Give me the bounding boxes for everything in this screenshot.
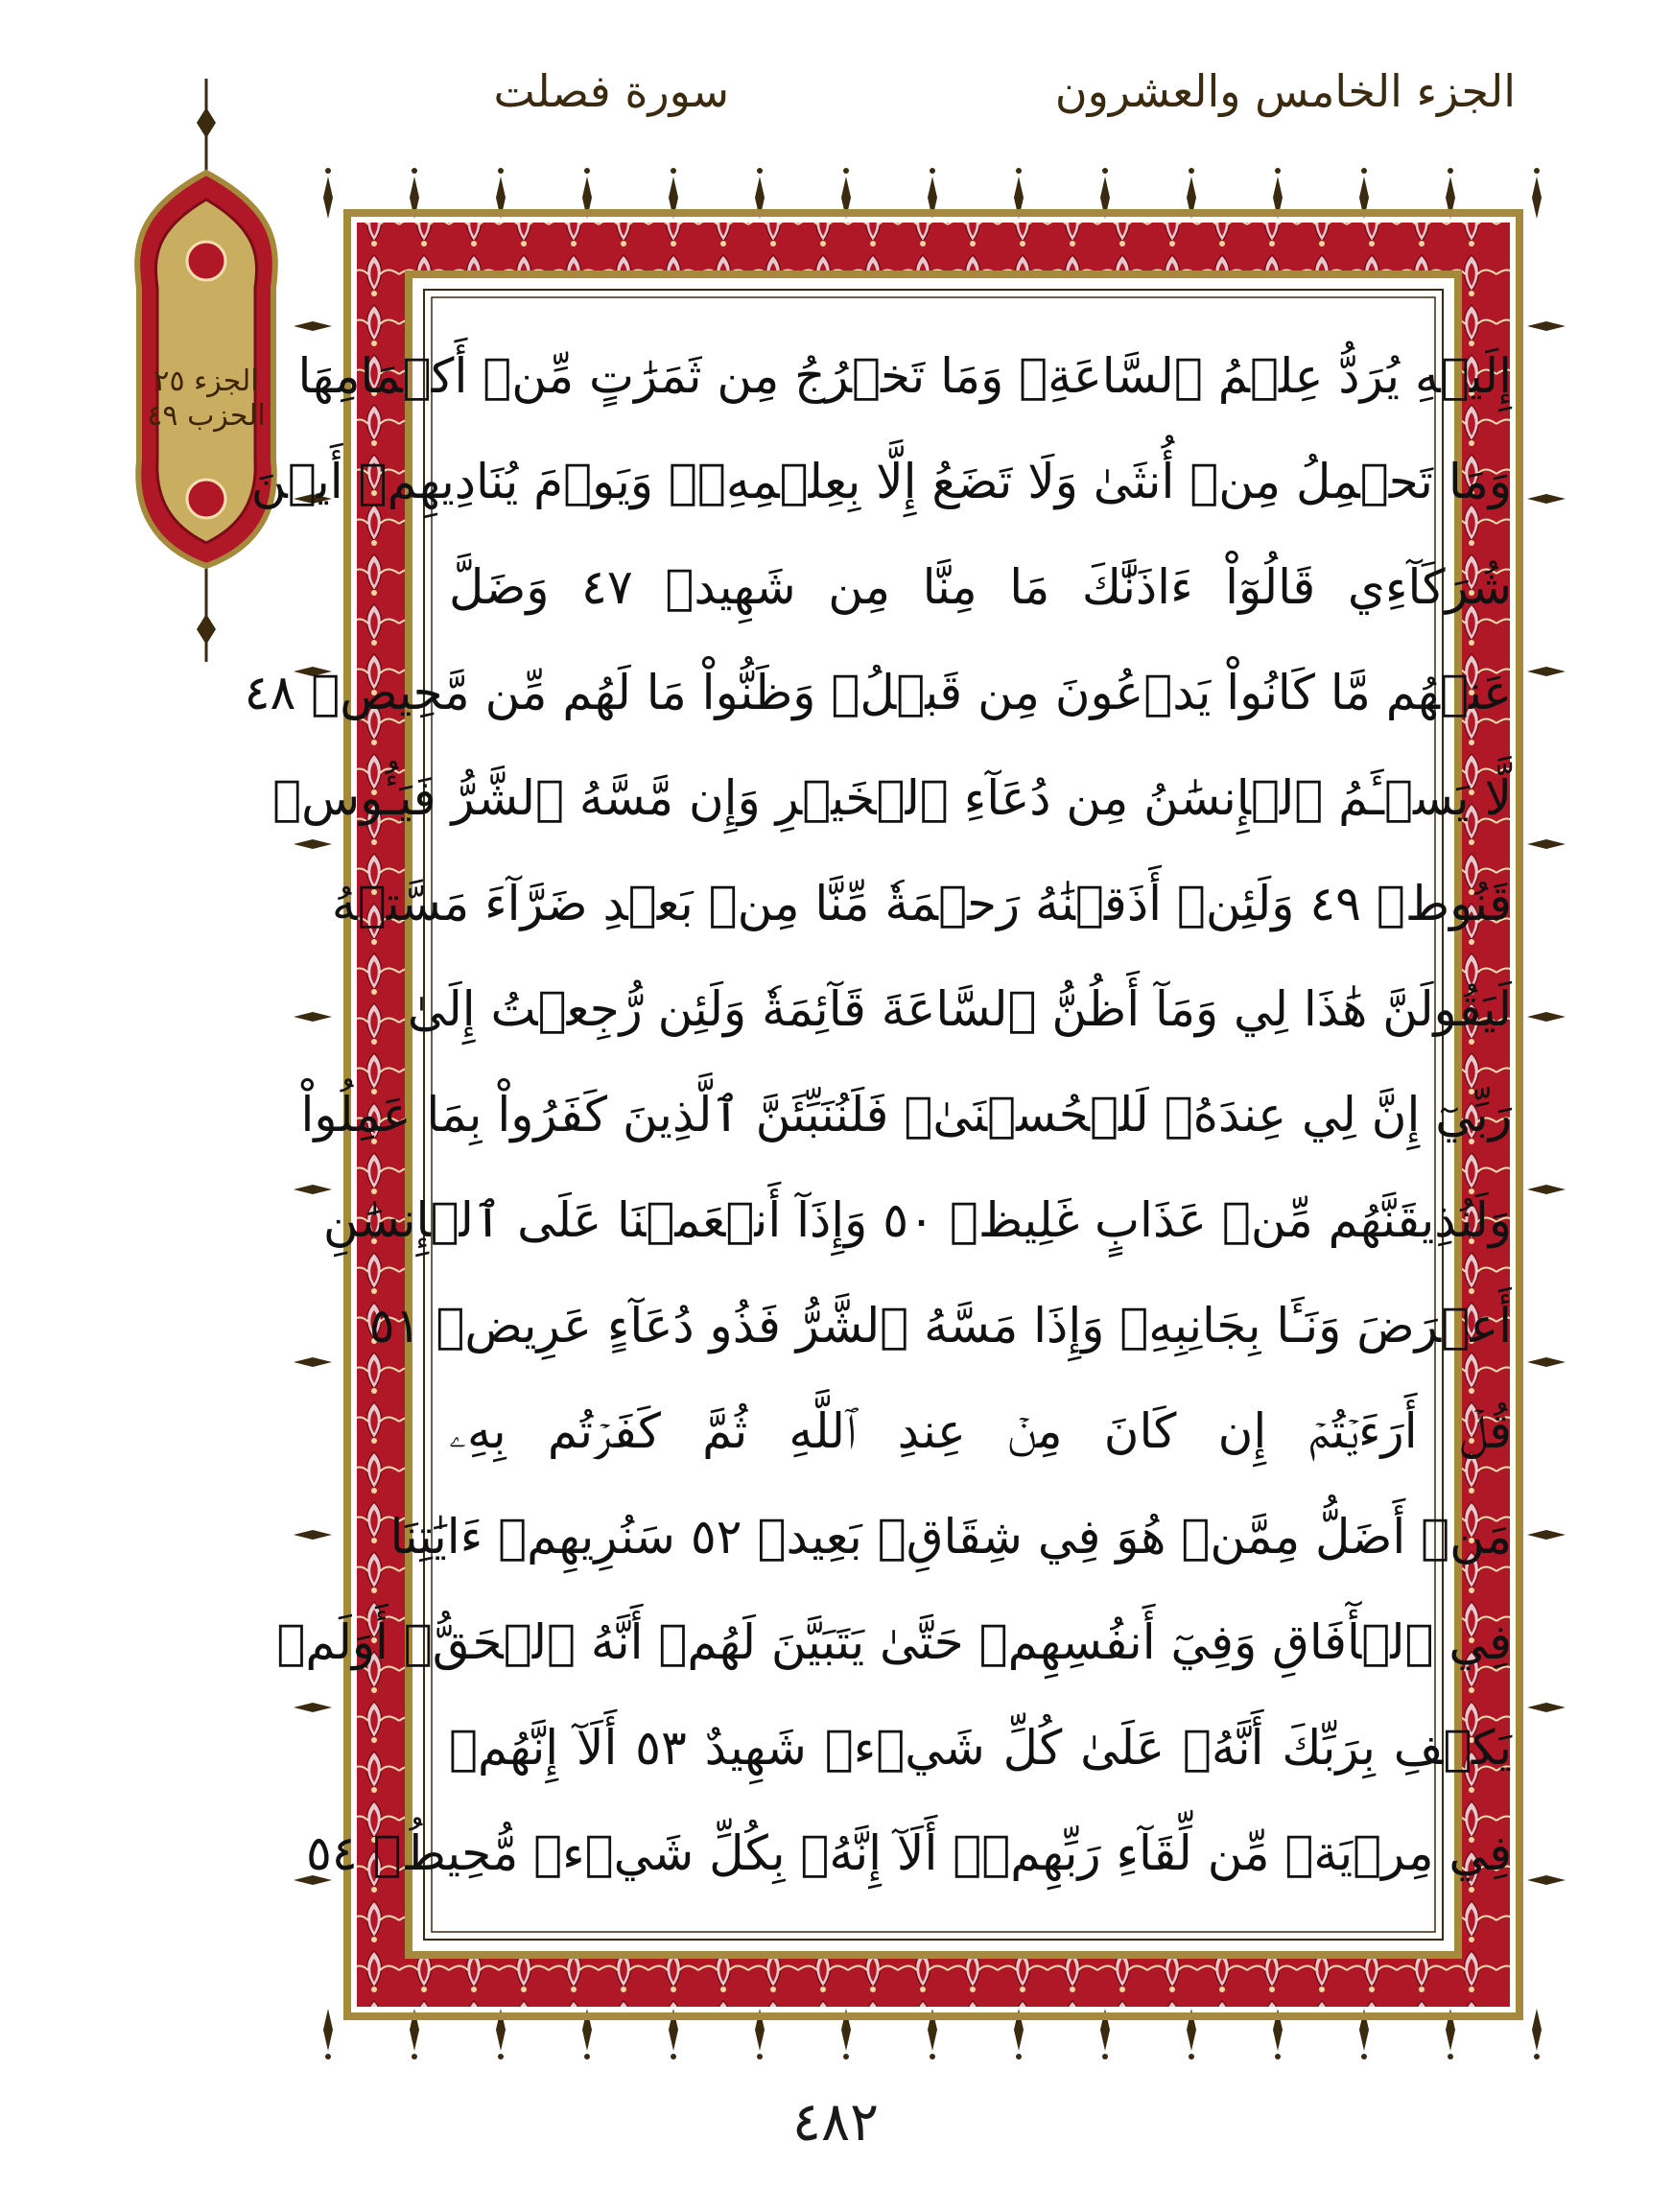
text-line-1: إِلَيۡهِ يُرَدُّ عِلۡمُ ٱلسَّاعَةِۚ وَمَا تَخۡرُجُ مِن ثَمَرَٰتٍ مِّنۡ أَكۡمَامِهَا	[297, 348, 1512, 404]
text-line-11: قُلۡ أَرَءَيۡتُمۡ إِن كَانَ مِنۡ عِندِ ٱللَّهِ ثُمَّ كَفَرۡتُم بِهِۦ	[449, 1403, 1512, 1459]
text-line-14: يَكۡفِ بِرَبِّكَ أَنَّهُۥ عَلَىٰ كُلِّ شَيۡءٖ شَهِيدٌ ٥٣ أَلَآ إِنَّهُمۡ	[449, 1720, 1512, 1776]
surah-title: سورة فصلت	[493, 65, 729, 117]
juz-number-label: الجزء ٢٥	[153, 365, 259, 398]
text-line-3: شُرَكَآءِي قَالُوٓاْ ءَاذَنَّٰكَ مَا مِنَّا مِن شَهِيدٖ ٤٧ وَضَلَّ	[449, 559, 1512, 615]
text-line-9: وَلَنُذِيقَنَّهُم مِّنۡ عَذَابٍ غَلِيظٖ ٥٠ وَإِذَآ أَنۡعَمۡنَا عَلَى ٱلۡإِنسَٰنِ	[322, 1192, 1512, 1248]
text-line-8: رَبِّيٓ إِنَّ لِي عِندَهُۥ لَلۡحُسۡنَىٰۚ فَلَنُنَبِّئَنَّ ٱلَّذِينَ كَفَرُواْ بِمَا عَمِلُواْ	[300, 1087, 1512, 1142]
text-line-2: وَمَا تَحۡمِلُ مِنۡ أُنثَىٰ وَلَا تَضَعُ إِلَّا بِعِلۡمِهِۦۚ وَيَوۡمَ يُنَادِيهِمۡ أَيۡنَ	[250, 454, 1512, 509]
text-line-12: مَنۡ أَضَلُّ مِمَّنۡ هُوَ فِي شِقَاقِۢ بَعِيدٖ ٥٢ سَنُرِيهِمۡ ءَايَٰتِنَا	[389, 1509, 1512, 1565]
text-line-6: قَنُوطٞ ٤٩ وَلَئِنۡ أَذَقۡنَٰهُ رَحۡمَةٗ مِّنَّا مِنۢ بَعۡدِ ضَرَّآءَ مَسَّتۡهُ	[331, 876, 1512, 931]
juz-title: الجزء الخامس والعشرون	[1054, 65, 1516, 117]
text-line-15: فِي مِرۡيَةٖ مِّن لِّقَآءِ رَبِّهِمۡۗ أَلَآ إِنَّهُۥ بِكُلِّ شَيۡءٖ مُّحِيطُۢ ٥٤	[306, 1825, 1512, 1881]
quran-text-panel	[244, 309, 1512, 1917]
hizb-number-label: الحزب ٤٩	[147, 399, 266, 433]
text-line-13: فِي ٱلۡأٓفَاقِ وَفِيٓ أَنفُسِهِمۡ حَتَّىٰ يَتَبَيَّنَ لَهُمۡ أَنَّهُ ٱلۡحَقُّۗ أَوَلَمۡ	[276, 1614, 1512, 1670]
text-line-4: عَنۡهُم مَّا كَانُواْ يَدۡعُونَ مِن قَبۡلُۖ وَظَنُّواْ مَا لَهُم مِّن مَّحِيصٖ ٤٨	[244, 665, 1512, 720]
page-number: ٤٨٢	[791, 2091, 880, 2153]
text-line-7: لَيَقُولَنَّ هَٰذَا لِي وَمَآ أَظُنُّ ٱلسَّاعَةَ قَآئِمَةٗ وَلَئِن رُّجِعۡتُ إِلَىٰ	[407, 981, 1512, 1037]
text-line-10: أَعۡرَضَ وَنَـَٔا بِجَانِبِهِۦ وَإِذَا مَسَّهُ ٱلشَّرُّ فَذُو دُعَآءٍ عَرِيضٖ ٥١	[368, 1298, 1512, 1353]
text-line-5: لَّا يَسۡـَٔمُ ٱلۡإِنسَٰنُ مِن دُعَآءِ ٱلۡخَيۡرِ وَإِن مَّسَّهُ ٱلشَّرُّ فَيَـُٔوسٞ	[272, 770, 1512, 826]
